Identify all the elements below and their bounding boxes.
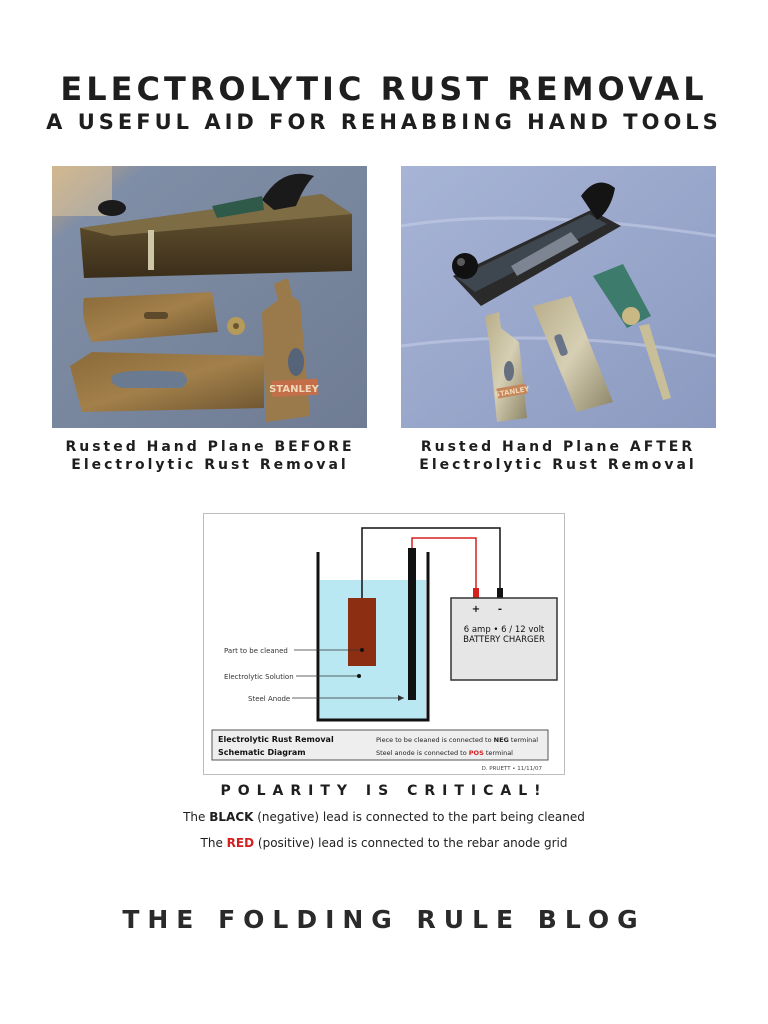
after-photo [401, 166, 716, 428]
before-caption-line1: Rusted Hand Plane BEFORE [65, 439, 355, 455]
schematic-diagram [203, 513, 565, 775]
red-lead-note: The RED (positive) lead is connected to the rebar anode grid [200, 836, 568, 850]
polarity-warning: POLARITY IS CRITICAL! [220, 783, 548, 799]
black-lead-note: The BLACK (negative) lead is connected to the part being cleaned [183, 810, 585, 824]
positive-terminal [473, 588, 479, 598]
diagram-credit: D. PRUETT • 11/11/07 [481, 766, 542, 772]
legend-title-2: Schematic Diagram [218, 748, 306, 757]
legend-note-neg: Piece to be cleaned is connected to NEG terminal [376, 736, 539, 744]
part-to-be-cleaned [348, 598, 376, 666]
label-steel-anode: Steel Anode [248, 695, 291, 703]
before-caption-line2: Electrolytic Rust Removal [71, 457, 349, 473]
after-caption [378, 438, 738, 474]
negative-terminal-label: - [497, 604, 503, 615]
positive-terminal-label: + [471, 604, 481, 615]
label-part-to-be-cleaned: Part to be cleaned [224, 647, 288, 655]
before-caption [30, 438, 390, 474]
charger-rating: 6 amp • 6 / 12 volt [463, 625, 545, 635]
blog-name: THE FOLDING RULE BLOG [122, 905, 646, 934]
before-photo [52, 166, 367, 428]
after-stanley-stamp: STANLEY [494, 385, 531, 399]
page-subtitle: A USEFUL AID FOR REHABBING HAND TOOLS [46, 110, 722, 134]
legend-title-1: Electrolytic Rust Removal [218, 735, 334, 744]
after-caption-line2: Electrolytic Rust Removal [419, 457, 697, 473]
page-title: ELECTROLYTIC RUST REMOVAL [60, 70, 708, 108]
after-caption-line1: Rusted Hand Plane AFTER [420, 439, 696, 455]
negative-terminal [497, 588, 503, 598]
charger-label: BATTERY CHARGER [463, 635, 545, 645]
before-stanley-stamp: STANLEY [269, 384, 319, 395]
steel-anode [408, 548, 416, 700]
legend-note-pos: Steel anode is connected to POS terminal [376, 749, 513, 757]
label-electrolytic-solution: Electrolytic Solution [224, 673, 294, 681]
